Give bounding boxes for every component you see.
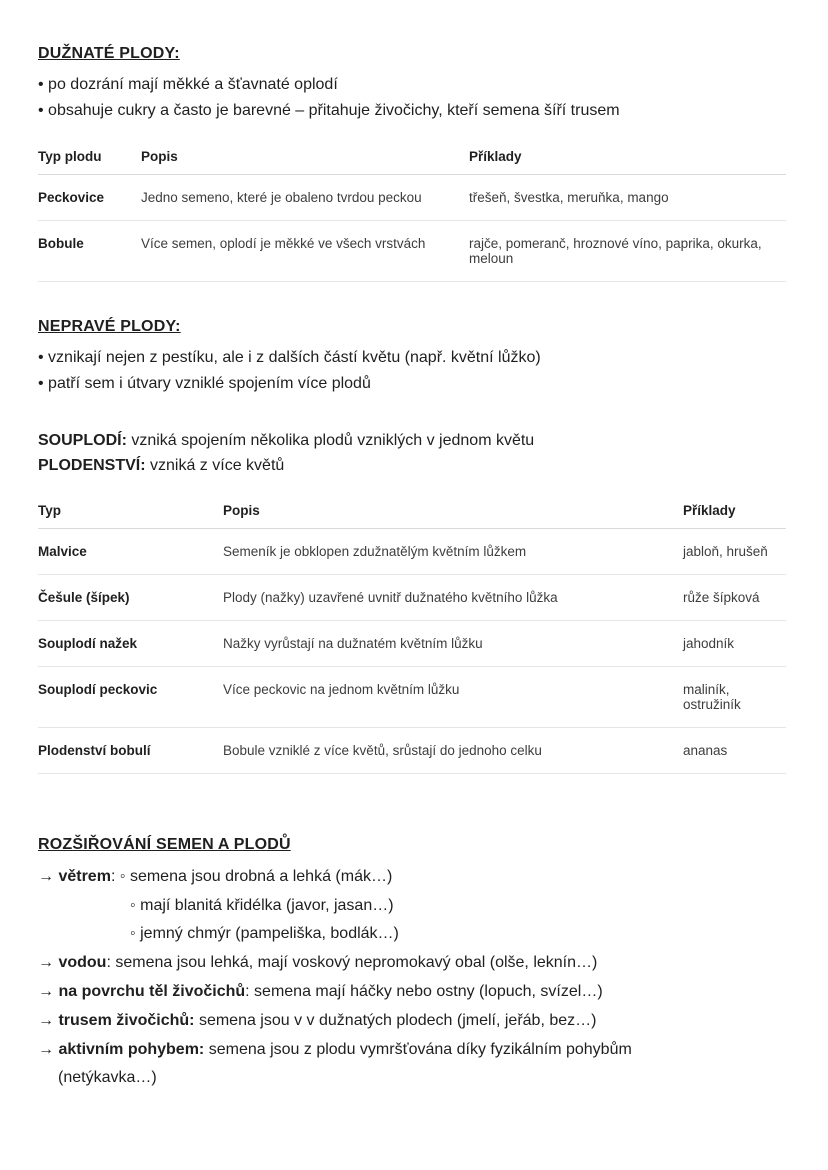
arrow-icon: → [38, 1040, 59, 1058]
table-row [38, 666, 786, 727]
fleshy-fruits-table [38, 141, 786, 282]
section-title-seed-dispersal: ROZŠIŘOVÁNÍ SEMEN A PLODŮ [38, 835, 291, 853]
dispersal-text: semena jsou v v dužnatých plodech (jmelí, jeřáb, bez…) [198, 1011, 597, 1029]
table-row [38, 727, 786, 773]
bullet-item: • patří sem i útvary vzniklé spojením více plodů [38, 375, 371, 393]
dispersal-text: semena jsou z plodu vymršťována díky fyzikálním pohybům [208, 1040, 632, 1058]
arrow-icon: → [38, 1011, 59, 1029]
table-row [38, 220, 786, 281]
arrow-icon: → [38, 982, 59, 1000]
dispersal-item-animal-surface [38, 978, 788, 1007]
table-cell: třešeň, švestka, meruňka, mango [469, 174, 786, 220]
definition-line [38, 428, 788, 454]
dispersal-label: vodou [58, 954, 107, 972]
table-cell: Souplodí peckovic [38, 666, 223, 727]
table-cell: Peckovice [38, 174, 141, 220]
dispersal-text: semena mají háčky nebo ostny (lopuch, svízel…) [254, 982, 603, 1000]
table-row [38, 574, 786, 620]
section-title-fleshy-fruits: DUŽNATÉ PLODY: [38, 45, 180, 62]
definition-text: vzniká z více květů [145, 457, 285, 475]
bullet-item: • po dozrání mají měkké a šťavnaté oplodí [38, 76, 338, 93]
dispersal-separator: : [245, 982, 255, 1000]
table-cell: Bobule vzniklé z více květů, srůstají do jednoho celku [223, 727, 683, 773]
dispersal-subitem: ◦ mají blanitá křidélka (javor, jasan…) [130, 896, 394, 914]
column-header: Typ plodu [38, 141, 141, 175]
definitions-block [38, 428, 788, 479]
arrow-icon: → [38, 867, 59, 885]
dispersal-subitem: ◦ jemný chmýr (pampeliška, bodlák…) [130, 925, 399, 943]
table-header-row [38, 141, 786, 175]
table-cell: jabloň, hrušeň [683, 528, 786, 574]
dispersal-item-water [38, 949, 788, 978]
table-row [38, 620, 786, 666]
table-row [38, 174, 786, 220]
definition-term: PLODENSTVÍ: [38, 457, 146, 475]
section-title-false-fruits: NEPRAVÉ PLODY: [38, 317, 181, 335]
definition-line [38, 453, 788, 479]
table-cell: růže šípková [683, 574, 786, 620]
table-cell: Nažky vyrůstají na dužnatém květním lůžku [223, 620, 683, 666]
table-cell: ananas [683, 727, 786, 773]
table-row [38, 528, 786, 574]
dispersal-label: aktivním pohybem: [58, 1040, 205, 1058]
dispersal-label: větrem [58, 867, 111, 885]
definition-term: SOUPLODÍ: [38, 431, 127, 449]
table-cell: Plodenství bobulí [38, 727, 223, 773]
dispersal-text: semena jsou lehká, mají voskový nepromokavý obal (olše, leknín…) [115, 954, 598, 972]
definition-text: vzniká spojením několika plodů vzniklých v jednom květu [126, 431, 535, 449]
table-cell: Semeník je obklopen zdužnatělým květním lůžkem [223, 528, 683, 574]
bullet-item: • obsahuje cukry a často je barevné – přitahuje živočichy, kteří semena šíří trusem [38, 102, 620, 120]
dispersal-continuation: (netýkavka…) [58, 1069, 157, 1087]
table-cell: Jedno semeno, které je obaleno tvrdou peckou [141, 174, 469, 220]
dispersal-item-wind [38, 863, 788, 892]
dispersal-separator: : [106, 954, 116, 972]
table-cell: Plody (nažky) uzavřené uvnitř dužnatého květního lůžka [223, 574, 683, 620]
table-cell: maliník, ostružiník [683, 666, 786, 727]
column-header: Typ [38, 495, 223, 529]
table-header-row [38, 495, 786, 529]
dispersal-item-active-motion [38, 1036, 788, 1065]
table-cell: Češule (šípek) [38, 574, 223, 620]
bullet-item: • vznikají nejen z pestíku, ale i z dalších částí květu (např. květní lůžko) [38, 348, 541, 366]
dispersal-item-animal-droppings [38, 1007, 788, 1036]
false-fruits-table [38, 495, 786, 774]
table-cell: Souplodí nažek [38, 620, 223, 666]
table-cell: rajče, pomeranč, hroznové víno, paprika, okurka, meloun [469, 220, 786, 281]
dispersal-label: na povrchu těl živočichů [58, 982, 246, 1000]
table-cell: Více peckovic na jednom květním lůžku [223, 666, 683, 727]
column-header: Příklady [469, 141, 786, 175]
table-cell: Bobule [38, 220, 141, 281]
table-cell: Více semen, oplodí je měkké ve všech vrstvách [141, 220, 469, 281]
column-header: Popis [141, 141, 469, 175]
dispersal-subitem: ◦ semena jsou drobná a lehká (mák…) [119, 867, 393, 885]
arrow-icon: → [38, 954, 59, 972]
table-cell: Malvice [38, 528, 223, 574]
table-cell: jahodník [683, 620, 786, 666]
column-header: Popis [223, 495, 683, 529]
column-header: Příklady [683, 495, 786, 529]
dispersal-label: trusem živočichů: [58, 1011, 195, 1029]
dispersal-separator: : [110, 867, 120, 885]
